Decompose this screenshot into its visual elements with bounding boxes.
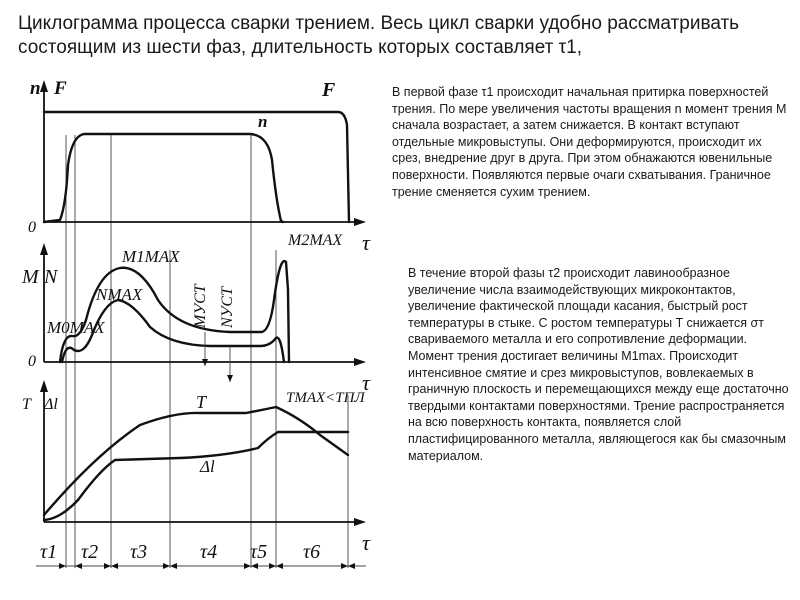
bottom-y-label-T: T — [22, 396, 31, 413]
bottom-y-label-dl: Δl — [44, 396, 58, 413]
label-nmax: NMAX — [96, 285, 143, 304]
label-m0max: M0MAX — [47, 318, 105, 337]
curve-F — [44, 112, 349, 222]
phase-axis — [36, 541, 366, 569]
bottom-x-axis-label: τ — [362, 530, 370, 555]
mid-origin-label: 0 — [28, 353, 36, 370]
phase-label-2: τ2 — [81, 541, 99, 563]
phase-dividers — [66, 135, 348, 568]
phase-2-description: В течение второй фазы τ2 происходит лавинообразное увеличение числа взаимодействующих микроконтактов, увеличение фактической площади касания, быстрый рост температуры в стыке. С ростом температуры T снижается σт свариваемого металла и его сопротивление деформации. Момент трения достигает величины M1max. Происходит интенсивное смятие и срез микровыступов, вовлекаемых в граничную плоскость и перемещающихся между еще достаточно твердыми контактами поверхностями. Трение распространяется на всю поверхность контакта, появляется слой пластифицированного металла, являющегося как бы смазочным материалом. — [408, 266, 789, 463]
top-panel — [28, 78, 371, 255]
top-y-label-F: F — [54, 78, 67, 99]
mid-y-label-M: M — [22, 266, 39, 288]
label-must: MУСТ — [192, 284, 209, 328]
phase-label-6: τ6 — [303, 541, 321, 563]
curve-F-label: F — [322, 79, 336, 101]
phase-label-4: τ4 — [200, 541, 218, 563]
phase-label-1: τ1 — [40, 541, 58, 563]
tmax-label: TMAX<TПЛ — [286, 390, 365, 406]
top-x-axis-label: τ — [362, 230, 370, 255]
mid-y-label-N: N — [44, 266, 58, 288]
label-m1max: M1MAX — [122, 247, 180, 266]
phase-label-5: τ5 — [250, 541, 268, 563]
top-origin-label: 0 — [28, 219, 36, 236]
bottom-panel — [22, 380, 371, 555]
phase-1-description: В первой фазе τ1 происходит начальная притирка поверхностей трения. По мере увеличения частоты вращения n момент трения M сначала возрастает, а затем снижается. В контакт вступают отдельные микровыступы. Они деформируются, происходит их срез, внедрение друг в друга. При этом обнажаются ювенильные поверхности. Появляются первые очаги схватывания. Граничное трение сменяется сухим трением. — [392, 85, 787, 199]
curve-dl — [44, 432, 348, 520]
mid-x-axis-label: τ — [362, 370, 370, 395]
label-nust: NУСТ — [219, 286, 236, 328]
curve-n-label: n — [258, 112, 268, 131]
slide-title: Циклограмма процесса сварки трением. Весь цикл сварки удобно рассматривать состоящим из шести фаз, длительность которых составляет τ1, — [18, 13, 740, 58]
curve-T — [44, 407, 348, 515]
curve-T-label: T — [196, 392, 207, 412]
middle-panel — [21, 232, 371, 395]
phase-label-3: τ3 — [130, 541, 148, 563]
top-y-label-n: n — [30, 78, 41, 99]
curve-n — [44, 134, 283, 222]
label-m2max: M2MAX — [288, 232, 343, 249]
curve-dl-label: Δl — [200, 457, 215, 476]
